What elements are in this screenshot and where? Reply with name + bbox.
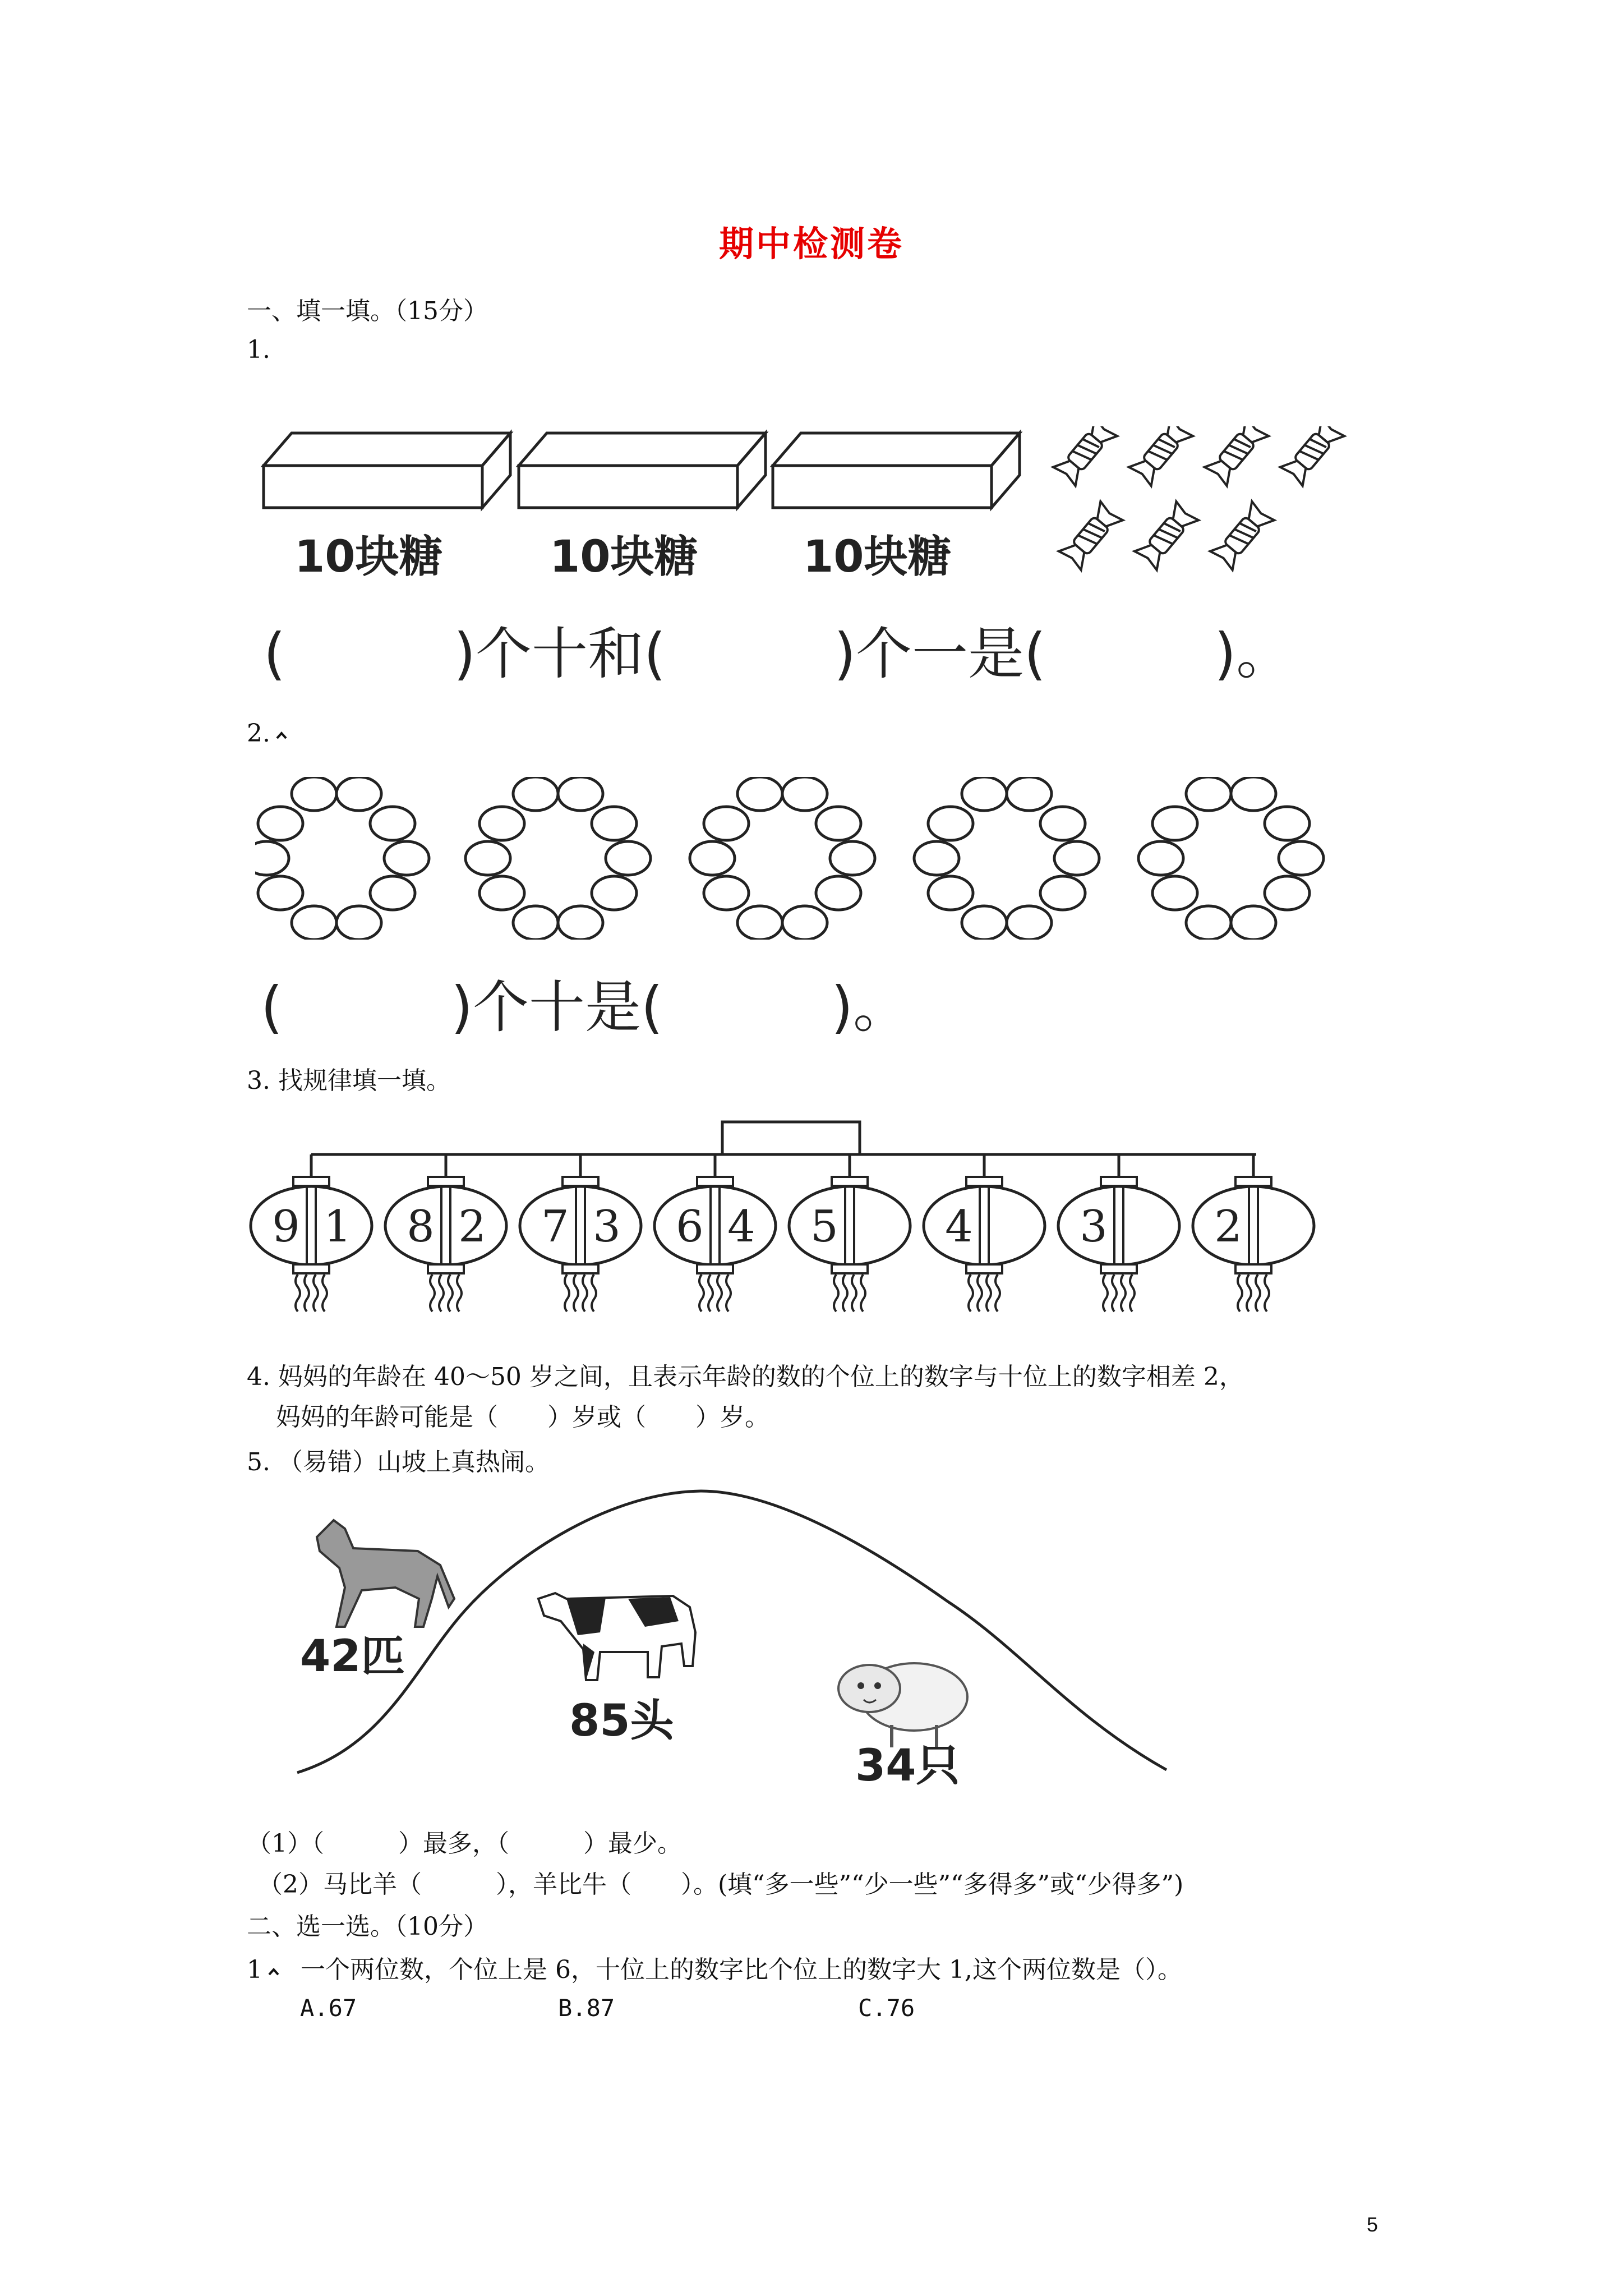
tassel [1103, 1274, 1108, 1312]
bead [928, 807, 973, 840]
bead [479, 807, 524, 840]
bead [384, 841, 429, 875]
lantern [789, 1154, 910, 1312]
bead [255, 841, 289, 875]
bead [370, 807, 415, 840]
candy-icon [1053, 426, 1117, 486]
q1-fill-blank: ( )个十和( )个一是( )。 [264, 621, 1293, 687]
page-title: 期中检测卷 [718, 223, 904, 264]
lantern-right-number: 2 [458, 1202, 486, 1252]
tassel [978, 1274, 982, 1312]
bead-ring [690, 777, 875, 940]
lantern [520, 1154, 641, 1312]
bead [830, 841, 875, 875]
tassel [1238, 1274, 1242, 1312]
tassel [565, 1274, 569, 1312]
bead [737, 906, 782, 940]
tassel [1265, 1274, 1269, 1312]
tassel [296, 1274, 300, 1312]
tassel [1121, 1274, 1126, 1312]
s2-q1-number: 1 [247, 1955, 262, 1984]
bead [513, 906, 558, 940]
sheep-count-label: 34只 [855, 1741, 960, 1791]
lantern-left-number: 7 [541, 1202, 569, 1252]
tassel [1256, 1274, 1260, 1312]
tassel [726, 1274, 731, 1312]
lanterns-illustration [247, 1116, 1346, 1324]
hillside-illustration [275, 1481, 1228, 1812]
q5-text: 5. （易错）山坡上真热闹。 [247, 1448, 550, 1476]
tassel [1130, 1274, 1135, 1312]
option-a[interactable]: A.67 [300, 1994, 357, 2022]
horse-count-label: 42匹 [300, 1631, 405, 1682]
q2-fill-blank: ( )个十是( )。 [261, 974, 910, 1040]
candy-icon [1129, 426, 1193, 486]
bead [690, 841, 735, 875]
bead [1040, 807, 1085, 840]
cow-icon [538, 1593, 695, 1680]
tassel [834, 1274, 838, 1312]
tassel [843, 1274, 847, 1312]
lantern-left-number: 8 [407, 1202, 435, 1252]
bead-ring [1138, 777, 1324, 940]
bead [558, 906, 603, 940]
lantern [654, 1154, 776, 1312]
bead [592, 876, 637, 910]
bead [336, 906, 381, 940]
candy-icon [1205, 426, 1269, 486]
bead [962, 777, 1007, 811]
bead [1265, 807, 1310, 840]
bead [782, 906, 827, 940]
lantern-left-number: 5 [810, 1202, 838, 1252]
tassel [305, 1274, 309, 1312]
option-c[interactable]: C.76 [858, 1994, 915, 2022]
candy-icon [1280, 426, 1344, 486]
bead [592, 807, 637, 840]
candy-icon [1135, 501, 1198, 570]
bead [1279, 841, 1324, 875]
tassel [583, 1274, 587, 1312]
bead [606, 841, 651, 875]
lantern [1193, 1154, 1314, 1312]
bead [1231, 777, 1276, 811]
page-number: 5 [1367, 2213, 1378, 2236]
tassel [995, 1274, 1000, 1312]
bead [336, 777, 381, 811]
tassel [1112, 1274, 1117, 1312]
bead [1186, 906, 1231, 940]
tassel [592, 1274, 596, 1312]
bead [370, 876, 415, 910]
s2-q1-text: 一个两位数，个位上是 6，十位上的数字比个位上的数字大 1,这个两位数是（）。 [301, 1955, 1182, 1984]
candy-box-label: 10块糖 [803, 532, 952, 582]
lantern-right-number: 1 [324, 1202, 352, 1252]
section1-heading: 一、填一填。（15分） [247, 297, 488, 325]
caret-up-icon [275, 729, 288, 742]
bead [1265, 876, 1310, 910]
q5-sub2: （2）马比羊（ ），羊比牛（ ）。(填“多一些”“少一些”“多得多”或“少得多”) [258, 1870, 1184, 1899]
lantern-left-number: 6 [676, 1202, 704, 1252]
lantern [924, 1154, 1045, 1312]
tassel [448, 1274, 453, 1312]
tassel [986, 1274, 991, 1312]
cow-count-label: 85头 [569, 1696, 674, 1746]
bead [465, 841, 510, 875]
candy-icon [1210, 501, 1274, 570]
bead [1231, 906, 1276, 940]
bead-rings-illustration [255, 777, 1332, 940]
bead-ring [255, 777, 429, 940]
q5-sub1: （1）（ ）最多，（ ）最少。 [247, 1829, 682, 1858]
tassel [717, 1274, 722, 1312]
lantern [1058, 1154, 1179, 1312]
tassel [313, 1274, 318, 1312]
q1-number: 1. [247, 335, 270, 364]
tassel [708, 1274, 713, 1312]
tassel [457, 1274, 462, 1312]
bead [1152, 876, 1197, 910]
horse-icon [317, 1520, 454, 1627]
bead [962, 906, 1007, 940]
tassel [322, 1274, 327, 1312]
bead [1138, 841, 1183, 875]
bead [737, 777, 782, 811]
lantern-left-number: 2 [1214, 1202, 1242, 1252]
candy-box-label: 10块糖 [550, 532, 698, 582]
bead [258, 807, 303, 840]
bead [782, 777, 827, 811]
q4-line2: 妈妈的年龄可能是（ ）岁或（ ）岁。 [276, 1403, 769, 1432]
q4-line1: 4. 妈妈的年龄在 40～50 岁之间，且表示年龄的数的个位上的数字与十位上的数字相差 2， [247, 1363, 1244, 1391]
bead [816, 876, 861, 910]
bead [1186, 777, 1231, 811]
lantern [385, 1154, 506, 1312]
bead [1007, 777, 1052, 811]
lantern [251, 1154, 372, 1312]
bead-ring [914, 777, 1099, 940]
bead [704, 876, 749, 910]
tassel [430, 1274, 435, 1312]
tassel [574, 1274, 578, 1312]
lantern-left-number: 3 [1080, 1202, 1108, 1252]
bead [479, 876, 524, 910]
lantern-right-number: 3 [593, 1202, 621, 1252]
bead [816, 807, 861, 840]
option-b[interactable]: B.87 [558, 1994, 615, 2022]
bead [1007, 906, 1052, 940]
bead [704, 807, 749, 840]
q2-number [247, 719, 288, 748]
bead [513, 777, 558, 811]
bead [292, 906, 336, 940]
tassel [1247, 1274, 1251, 1312]
tassel [861, 1274, 865, 1312]
tassel [699, 1274, 704, 1312]
bead [558, 777, 603, 811]
bead [928, 876, 973, 910]
lantern-left-number: 9 [272, 1202, 300, 1252]
tassel [969, 1274, 973, 1312]
section2-heading: 二、选一选。（10分） [247, 1912, 488, 1941]
bead [1152, 807, 1197, 840]
bead [914, 841, 959, 875]
bead [1054, 841, 1099, 875]
bead [1040, 876, 1085, 910]
lantern-left-number: 4 [945, 1202, 973, 1252]
bead [292, 777, 336, 811]
bead [258, 876, 303, 910]
q3-text: 3. 找规律填一填。 [247, 1066, 451, 1095]
bead-ring [465, 777, 651, 940]
q2-number-text: 2. [247, 719, 270, 748]
tassel [852, 1274, 856, 1312]
tassel [439, 1274, 444, 1312]
s2-q1 [247, 1949, 1182, 1985]
candy-box-label: 10块糖 [294, 532, 443, 582]
caret-up-icon [267, 1965, 280, 1978]
lantern-right-number: 4 [727, 1202, 755, 1252]
candy-icon [1059, 501, 1123, 570]
